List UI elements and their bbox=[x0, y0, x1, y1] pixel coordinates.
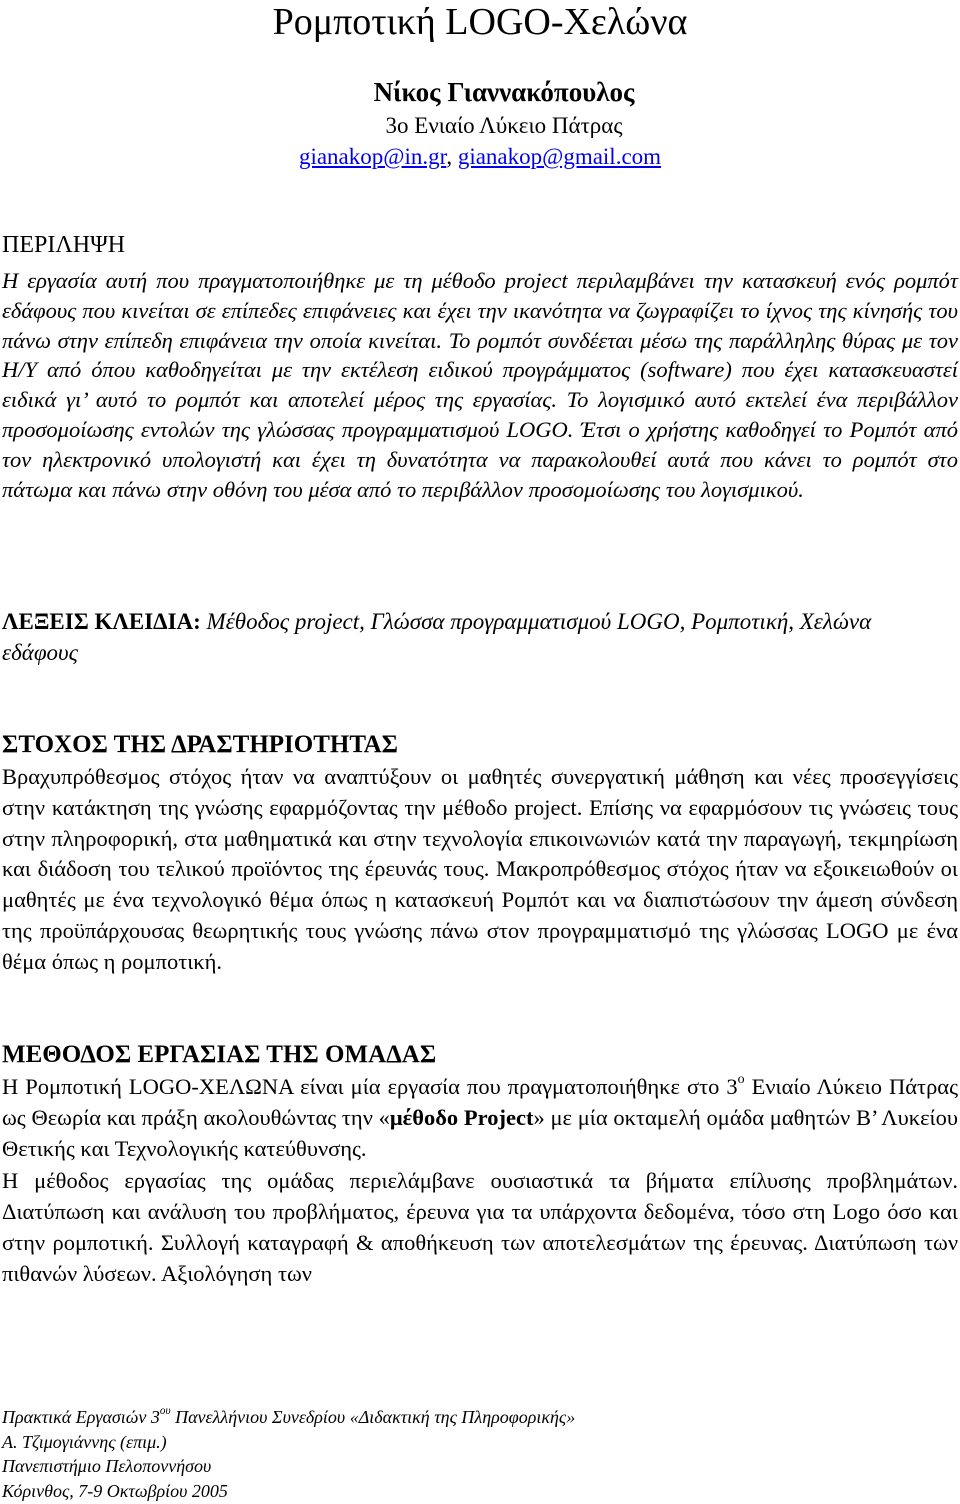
footer-superscript: ου bbox=[159, 1405, 171, 1418]
abstract-text: Η εργασία αυτή που πραγματοποιήθηκε με τη μέθοδο project περιλαμβάνει την κατασκευή ενός ρομπότ εδάφους που κινείται σε επίπεδες επιφάνειες και έχει την ικανότητα να ζωγραφίζει το ίχνος της κίνησής του πάνω στην επίπεδη επιφάνεια την οποία κινείται. Το ρομπότ συνδέεται μέσω της παράλληλης θύρας με τον Η/Υ από όπου καθοδηγείται με την εκτέλεση ειδικού προγράμματος (software) που έχει κατασκευαστεί ειδικά γι’ αυτό το ρομπότ και αποτελεί μέρος της εργασίας. Το λογισμικό αυτό εκτελεί ένα περιβάλλον προσομοίωσης εντολών της γλώσσας προγραμματισμού LOGO. Έτσι ο χρήστης καθοδηγεί το Ρομπότ από τον ηλεκτρονικό υπολογιστή και έχει τη δυνατότητα να παρακολουθεί αυτά που κάνει το ρομπότ στο πάτωμα και πάνω στην οθόνη του μέσα από το περιβάλλον προσομοίωσης του λογισμικού. bbox=[2, 268, 958, 502]
email-link-1[interactable]: gianakop@in.gr bbox=[298, 144, 447, 169]
author-name: Νίκος Γιαννακόπουλος bbox=[373, 77, 635, 107]
method-heading: ΜΕΘΟΔΟΣ ΕΡΓΑΣΙΑΣ ΤΗΣ ΟΜΑΔΑΣ bbox=[2, 1041, 437, 1068]
keywords-text: Μέθοδος project, Γλώσσα προγραμματισμού LOGO, Ρομποτική, Χελώνα εδάφους bbox=[2, 609, 872, 665]
method-p1-part-c: » με μία οκταμελή ομάδα μαθητών Β’ Λυκείου Θετικής και Τεχνολογικής κατεύθυνσης. bbox=[2, 1105, 958, 1161]
method-p1-part-a: Η Ρομποτική LOGO-ΧΕΛΩΝΑ είναι μία εργασία που πραγματοποιήθηκε στο 3 bbox=[2, 1074, 738, 1099]
email-separator: , bbox=[446, 144, 458, 169]
paper-title: Ρομποτική LOGO-Χελώνα bbox=[272, 1, 688, 43]
author-affiliation: 3ο Ενιαίο Λύκειο Πάτρας bbox=[385, 113, 623, 138]
method-paragraph-1 bbox=[2, 1071, 958, 1164]
footer-line-2: Α. Τζιμογιάννης (επιμ.) bbox=[2, 1431, 167, 1452]
footer-line-1 bbox=[2, 1405, 575, 1430]
goal-text: Βραχυπρόθεσμος στόχος ήταν να αναπτύξουν οι μαθητές συνεργατική μάθηση και νέες προσεγγίσεις στην κατάκτηση της γνώσης εφαρμόζοντας την μέθοδο project. Επίσης να εφαρμόσουν τις γνώσεις τους στην πληροφορική, στα μαθηματικά και στην τεχνολογία επικοινωνιών κατά την παραγωγή, τεκμηρίωση και διάδοση του τελικού προϊόντος της έρευνάς τους. Μακροπρόθεσμος στόχος ήταν να εξοικειωθούν οι μαθητές με ένα τεχνολογικό θέμα όπως η κατασκευή Ρομπότ και να διαπιστώσουν την άμεση σύνδεση της προϋπάρχουσας θεωρητικής τους γνώσης πάνω στον προγραμματισμό της γλώσσας LOGO με ένα θέμα όπως η ρομποτική. bbox=[2, 764, 958, 974]
footer-line-1-b: Πανελλήνιου Συνεδρίου «Διδακτική της Πληροφορικής» bbox=[170, 1407, 576, 1427]
author-emails bbox=[0, 143, 960, 171]
goal-heading: ΣΤΟΧΟΣ ΤΗΣ ΔΡΑΣΤΗΡΙΟΤΗΤΑΣ bbox=[2, 731, 398, 758]
keywords bbox=[2, 606, 952, 668]
footer-line-3: Πανεπιστήμιο Πελοποννήσου bbox=[2, 1456, 212, 1476]
method-p1-superscript: ο bbox=[737, 1072, 745, 1088]
method-paragraph-2: Η μέθοδος εργασίας της ομάδας περιελάμβανε ουσιαστικά τα βήματα επίλυσης προβλημάτων. Διατύπωση και ανάλυση του προβλήματος, έρευνα για τα υπάρχοντα δεδομένα, τόσο στη Logo όσο και στην ρομποτική. Συλλογή καταγραφή & αποθήκευση των αποτελεσμάτων της έρευνας. Διατύπωση των πιθανών λύσεων. Αξιολόγηση των bbox=[2, 1168, 958, 1286]
email-link-2[interactable]: gianakop@gmail.com bbox=[457, 144, 662, 169]
method-p1-bold: μέθοδο Project bbox=[389, 1105, 534, 1130]
proceedings-footer bbox=[2, 1405, 575, 1503]
abstract-heading: ΠΕΡΙΛΗΨΗ bbox=[2, 232, 126, 258]
footer-line-4: Κόρινθος, 7-9 Οκτωβρίου 2005 bbox=[2, 1480, 228, 1501]
footer-line-1-a: Πρακτικά Εργασιών 3 bbox=[2, 1407, 160, 1427]
keywords-label: ΛΕΞΕΙΣ ΚΛΕΙΔΙΑ: bbox=[2, 609, 201, 634]
method-p1-part-b: Ενιαίο Λύκειο Πάτρας ως Θεωρία και πράξη ακολουθώντας την « bbox=[2, 1074, 958, 1130]
